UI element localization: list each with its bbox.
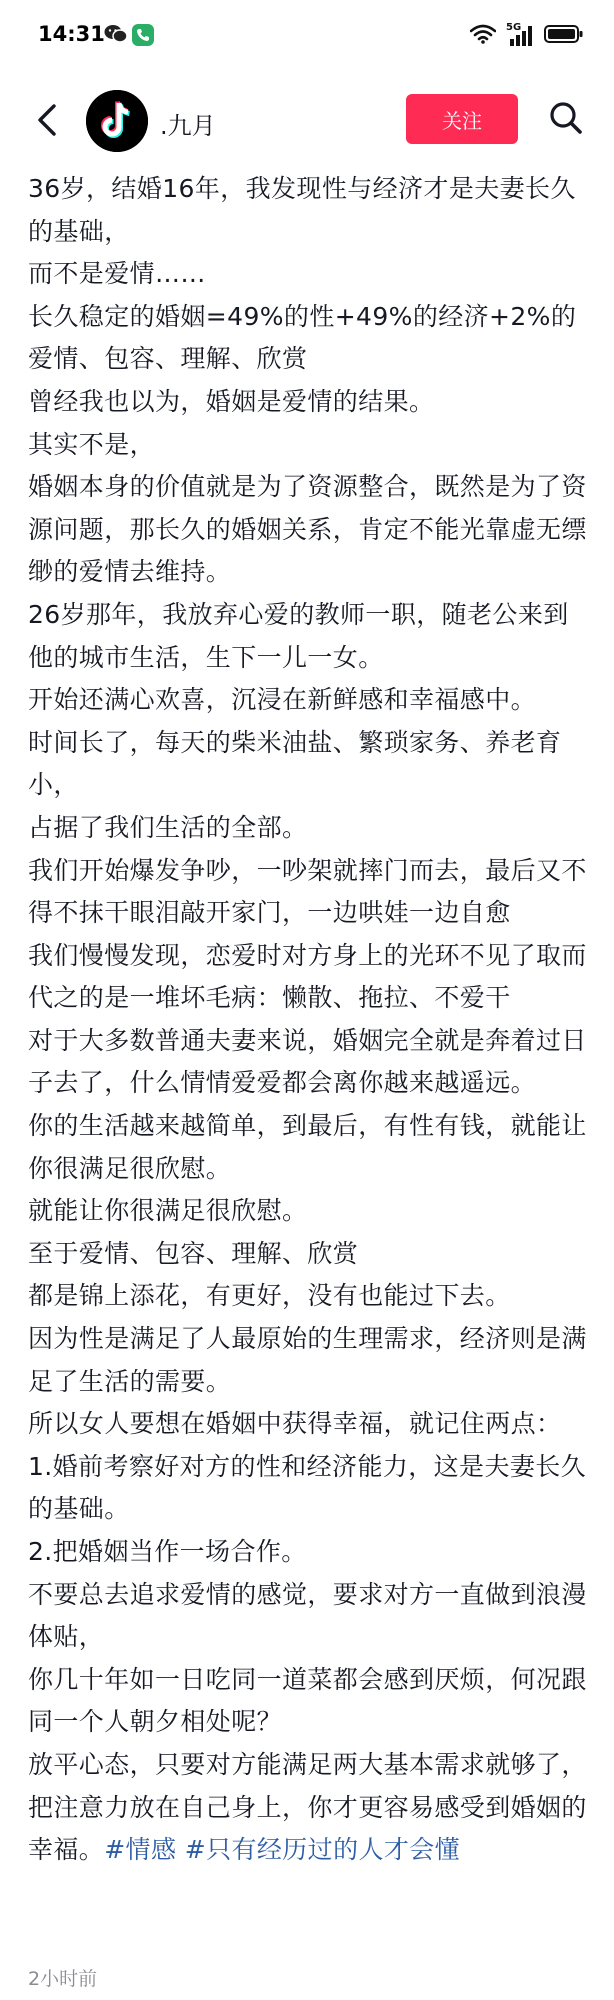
post-line: 你的生活越来越简单，到最后，有性有钱，就能让你很满足很欣慰。 xyxy=(28,1111,587,1183)
post-line: 26岁那年，我放弃心爱的教师一职，随老公来到他的城市生活，生下一儿一女。 xyxy=(28,599,569,672)
post-line: 1.婚前考察好对方的性和经济能力，这是夫妻长久的基础。 xyxy=(28,1451,587,1524)
post-last-line xyxy=(28,1787,592,1872)
username[interactable]: .九月 xyxy=(160,112,216,140)
post-line: 因为性是满足了人最原始的生理需求，经济则是满足了生活的需要。 xyxy=(28,1324,587,1396)
back-arrow-icon xyxy=(28,98,68,142)
post-line: 其实不是， xyxy=(28,429,156,459)
wechat-icon xyxy=(104,24,126,44)
signal-icon xyxy=(506,22,534,47)
post-line: 至于爱情、包容、理解、欣赏 xyxy=(28,1238,359,1268)
system-status-icons xyxy=(470,24,584,48)
profile-header xyxy=(0,80,614,160)
post-line: 不要总去追求爱情的感觉，要求对方一直做到浪漫体贴， xyxy=(28,1579,587,1652)
post-line: 把注意力放在自己身上，你才更容易感受到婚姻的幸福。 xyxy=(28,1792,587,1865)
phone-icon xyxy=(132,24,154,46)
post-line: 都是锦上添花，有更好，没有也能过下去。 xyxy=(28,1281,511,1311)
post-line: 开始还满心欢喜，沉浸在新鲜感和幸福感中。 xyxy=(28,685,537,715)
post-line: 36岁，结婚16年，我发现性与经济才是夫妻长久的基础， xyxy=(28,174,576,246)
follow-button[interactable]: 关注 xyxy=(406,94,518,144)
post-line: 放平心态，只要对方能满足两大基本需求就够了， xyxy=(28,1749,587,1779)
avatar[interactable] xyxy=(86,90,148,152)
post-line: 曾经我也以为，婚姻是爱情的结果。 xyxy=(28,386,435,416)
post-line: 对于大多数普通夫妻来说，婚姻完全就是奔着过日子去了，什么情情爱爱都会离你越来越遥远。 xyxy=(28,1025,587,1098)
post-text xyxy=(28,168,592,1872)
post-line: 就能让你很满足很欣慰。 xyxy=(28,1196,308,1226)
post-line: 你几十年如一日吃同一道菜都会感到厌烦，何况跟同一个人朝夕相处呢？ xyxy=(28,1664,587,1737)
back-button[interactable] xyxy=(28,98,68,142)
search-button[interactable] xyxy=(546,96,586,140)
hashtag-link[interactable]: #情感 xyxy=(104,1835,177,1865)
battery-icon xyxy=(544,24,584,48)
search-icon xyxy=(546,96,586,140)
post-line: 占据了我们生活的全部。 xyxy=(28,812,308,842)
wifi-icon xyxy=(470,24,496,48)
status-bar xyxy=(0,0,614,72)
network-type: 5G xyxy=(506,22,522,33)
post-line: 我们开始爆发争吵，一吵架就摔门而去，最后又不得不抹干眼泪敲开家门，一边哄娃一边自愈 xyxy=(28,855,587,928)
notification-icons xyxy=(104,24,154,46)
post-timestamp: 2小时前 xyxy=(28,1968,98,1990)
post-line: 长久稳定的婚姻=49%的性+49%的经济+2%的爱情、包容、理解、欣赏 xyxy=(28,301,577,374)
post-line: 我们慢慢发现，恋爱时对方身上的光环不见了取而代之的是一堆坏毛病：懒散、拖拉、不爱干 xyxy=(28,940,587,1013)
hashtag-link[interactable]: #只有经历过的人才会懂 xyxy=(184,1835,461,1865)
post-line: 而不是爱情…… xyxy=(28,259,206,289)
tiktok-logo-icon xyxy=(86,90,148,152)
post-line: 2.把婚姻当作一场合作。 xyxy=(28,1537,307,1566)
post-line: 所以女人要想在婚姻中获得幸福，就记住两点： xyxy=(28,1409,562,1439)
status-time: 14:31 xyxy=(38,22,105,46)
post-line: 时间长了，每天的柴米油盐、繁琐家务、养老育小， xyxy=(28,727,562,800)
post-line: 婚姻本身的价值就是为了资源整合，既然是为了资源问题，那长久的婚姻关系，肯定不能光靠虚无缥缈的爱情去维持。 xyxy=(28,472,587,587)
